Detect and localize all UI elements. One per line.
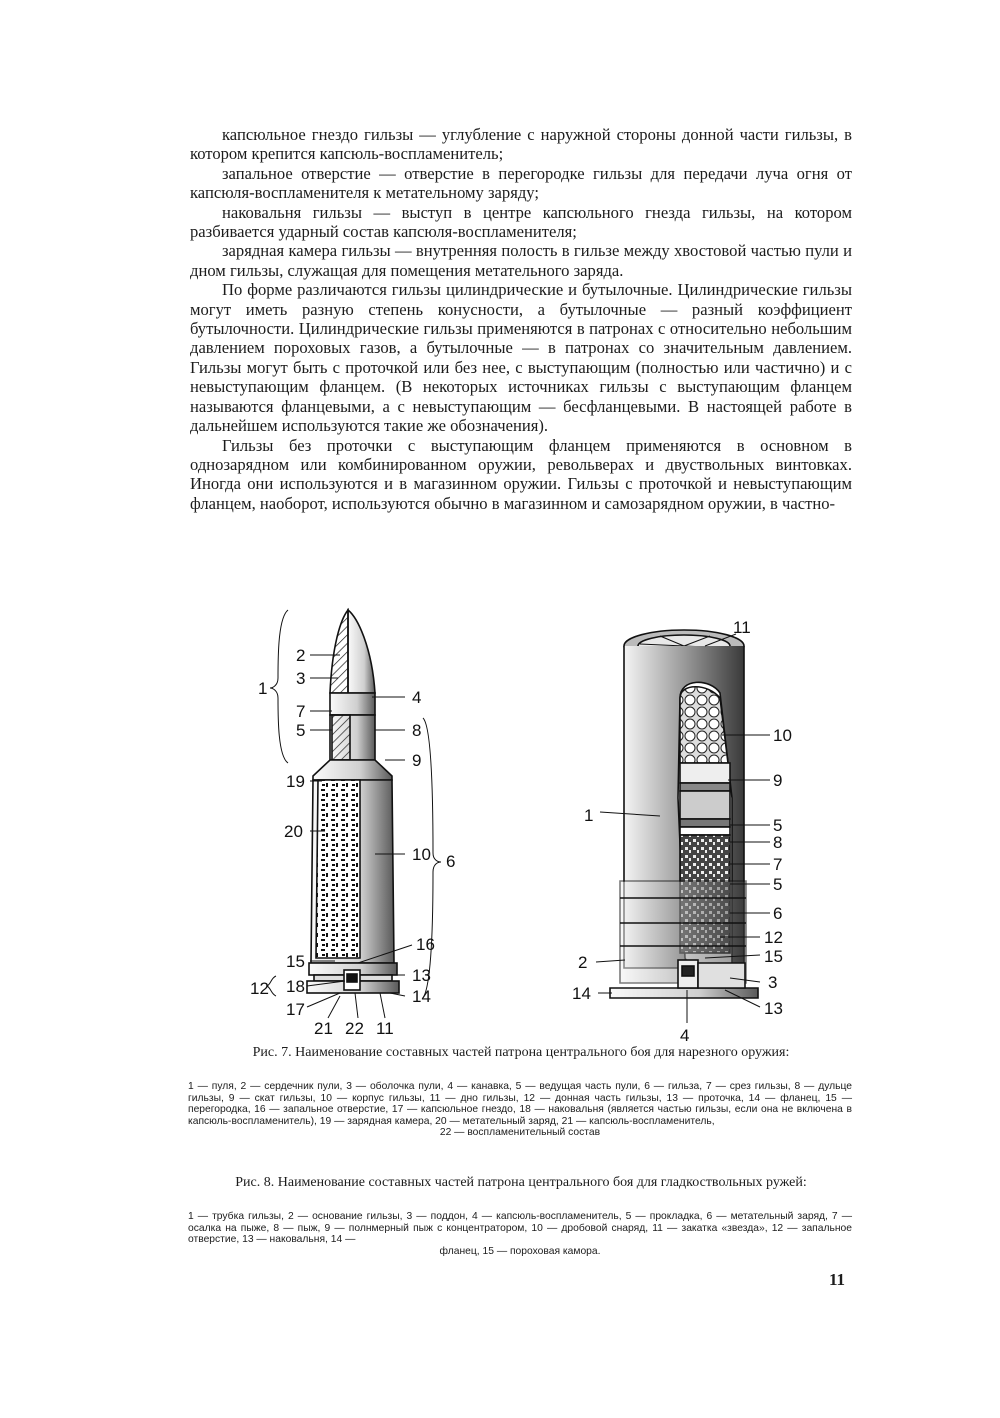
- fig8-label-2: 2: [578, 953, 588, 972]
- fig7-label-20: 20: [284, 822, 303, 841]
- fig7-label-15: 15: [286, 952, 305, 971]
- figure8-legend-last: фланец, 15 — пороховая камора.: [439, 1245, 601, 1257]
- paragraph: Гильзы без проточки с выступающим фланцем применяются в основном в однозарядном или комбинированном оружии, револьверах и двуствольных винтовках. Иногда они используются и в магазинном оружии. Гильзы с проточкой и невыступающим фланцем, наоборот, используются обычно в магазинном и самозарядном оружии, в частно-: [190, 435, 852, 513]
- figure7-legend: [188, 1081, 852, 1139]
- fig7-label-7: 7: [296, 702, 306, 721]
- page-number: 11: [829, 1270, 846, 1289]
- fig8-label-12: 12: [764, 928, 783, 947]
- fig8-label-8: 8: [773, 833, 783, 852]
- fig7-label-22: 22: [345, 1019, 364, 1038]
- fig7-label-2: 2: [296, 646, 306, 665]
- paragraph: капсюльное гнездо гильзы — углубление с наружной стороны донной части гильзы, в котором крепится капсюль-воспламенитель;: [190, 125, 852, 164]
- figure7-legend-text: 1 — пуля, 2 — сердечник пули, 3 — оболочка пули, 4 — канавка, 5 — ведущая часть пули, 6 — гильза, 7 — срез гильзы, 8 — дульце гильзы, 9 — скат гильзы, 10 — корпус гильзы, 11 — дно гильзы, 12 — донная часть гильзы, 13 — проточка, 14 — фланец, 15 — перегородка, 16 — запальное отверстие, 17 — капсюльное гнездо, 18 — наковальня (является частью гильзы, если она не включена в капсюль-воспламенитель), 19 — зарядная камера, 20 — метательный заряд, 21 — капсюль-воспламенитель,: [188, 1081, 852, 1127]
- figure7-legend-last: 22 — воспламенительный состав: [439, 1127, 601, 1139]
- rifle-cartridge: [307, 610, 399, 993]
- fig8-label-14: 14: [572, 984, 591, 1003]
- paragraph: По форме различаются гильзы цилиндрические и бутылочные. Цилиндрические гильзы могут иметь разную степень конусности, а бутылочные — разный коэффициент бутылочности. Цилиндрические гильзы применяются в патронах с относительно небольшим давлением пороховых газов, а бутылочные — в патронах со значительным давлением. Гильзы могут быть с проточкой или без нее, с выступающим (полностью или частично) и с невыступающим фланцем. (В некоторых источниках гильзы с выступающим фланцем называются фланцевыми, а с невыступающим — бесфланцевыми. В настоящей работе в дальнейшем используются такие же обозначения).: [190, 280, 852, 436]
- fig7-label-16: 16: [416, 935, 435, 954]
- fig7-label-1: 1: [258, 679, 268, 698]
- fig8-label-15: 15: [764, 947, 783, 966]
- fig7-label-6: 6: [446, 852, 456, 871]
- figure8-legend-text: 1 — трубка гильзы, 2 — основание гильзы, 3 — поддон, 4 — капсюль-воспламенитель, 5 — прокладка, 6 — метательный заряд, 7 — осалка на пыже, 8 — пыж, 9 — полнмерный пыж с концентратором, 10 — дробовой снаряд, 11 — закатка «звезда», 12 — запальное отверстие, 13 — наковальня, 14 —: [188, 1211, 852, 1246]
- fig7-label-10: 10: [412, 845, 431, 864]
- fig7-label-18: 18: [286, 977, 305, 996]
- paragraph: наковальня гильзы — выступ в центре капсюльного гнезда гильзы, на котором разбивается ударный состав капсюля-воспламенителя;: [190, 202, 852, 242]
- fig7-label-12: 12: [250, 979, 269, 998]
- fig7-label-8: 8: [412, 721, 422, 740]
- body-text: [190, 125, 852, 513]
- figure8-caption: Рис. 8. Наименование составных частей патрона центрального боя для гладкоствольных ружей:: [235, 1175, 807, 1190]
- fig7-label-11: 11: [376, 1019, 394, 1038]
- fig8-label-5b: 5: [773, 875, 783, 894]
- fig8-label-13: 13: [764, 999, 783, 1018]
- fig8-label-11: 11: [733, 618, 751, 637]
- figure7-caption: Рис. 7. Наименование составных частей патрона центрального боя для нарезного оружия:: [252, 1045, 790, 1060]
- fig7-label-14: 14: [412, 987, 431, 1006]
- fig8-label-7: 7: [773, 855, 783, 874]
- fig8-label-3: 3: [768, 973, 778, 992]
- fig7-label-3: 3: [296, 669, 306, 688]
- fig7-label-9: 9: [412, 751, 422, 770]
- fig8-label-5a: 5: [773, 816, 783, 835]
- fig8-label-9: 9: [773, 771, 783, 790]
- fig8-label-6: 6: [773, 904, 783, 923]
- paragraph: зарядная камера гильзы — внутренняя полость в гильзе между хвостовой частью пули и дном гильзы, служащая для помещения метательного заряда.: [190, 241, 852, 280]
- cartridge-illustrations: [180, 598, 860, 1048]
- fig7-label-17: 17: [286, 1000, 305, 1019]
- figures: [180, 598, 860, 1048]
- fig8-label-4: 4: [680, 1026, 690, 1045]
- fig7-label-19: 19: [286, 772, 305, 791]
- fig7-label-4: 4: [412, 688, 422, 707]
- figure8-legend: [188, 1211, 852, 1257]
- fig8-label-1: 1: [584, 806, 594, 825]
- fig7-label-13: 13: [412, 966, 431, 985]
- fig8-label-10: 10: [773, 726, 792, 745]
- fig7-label-5: 5: [296, 721, 306, 740]
- fig7-label-21: 21: [314, 1019, 333, 1038]
- paragraph: запальное отверстие — отверстие в перегородке гильзы для передачи луча огня от капсюля-воспламенителя к метательному заряду;: [190, 163, 852, 203]
